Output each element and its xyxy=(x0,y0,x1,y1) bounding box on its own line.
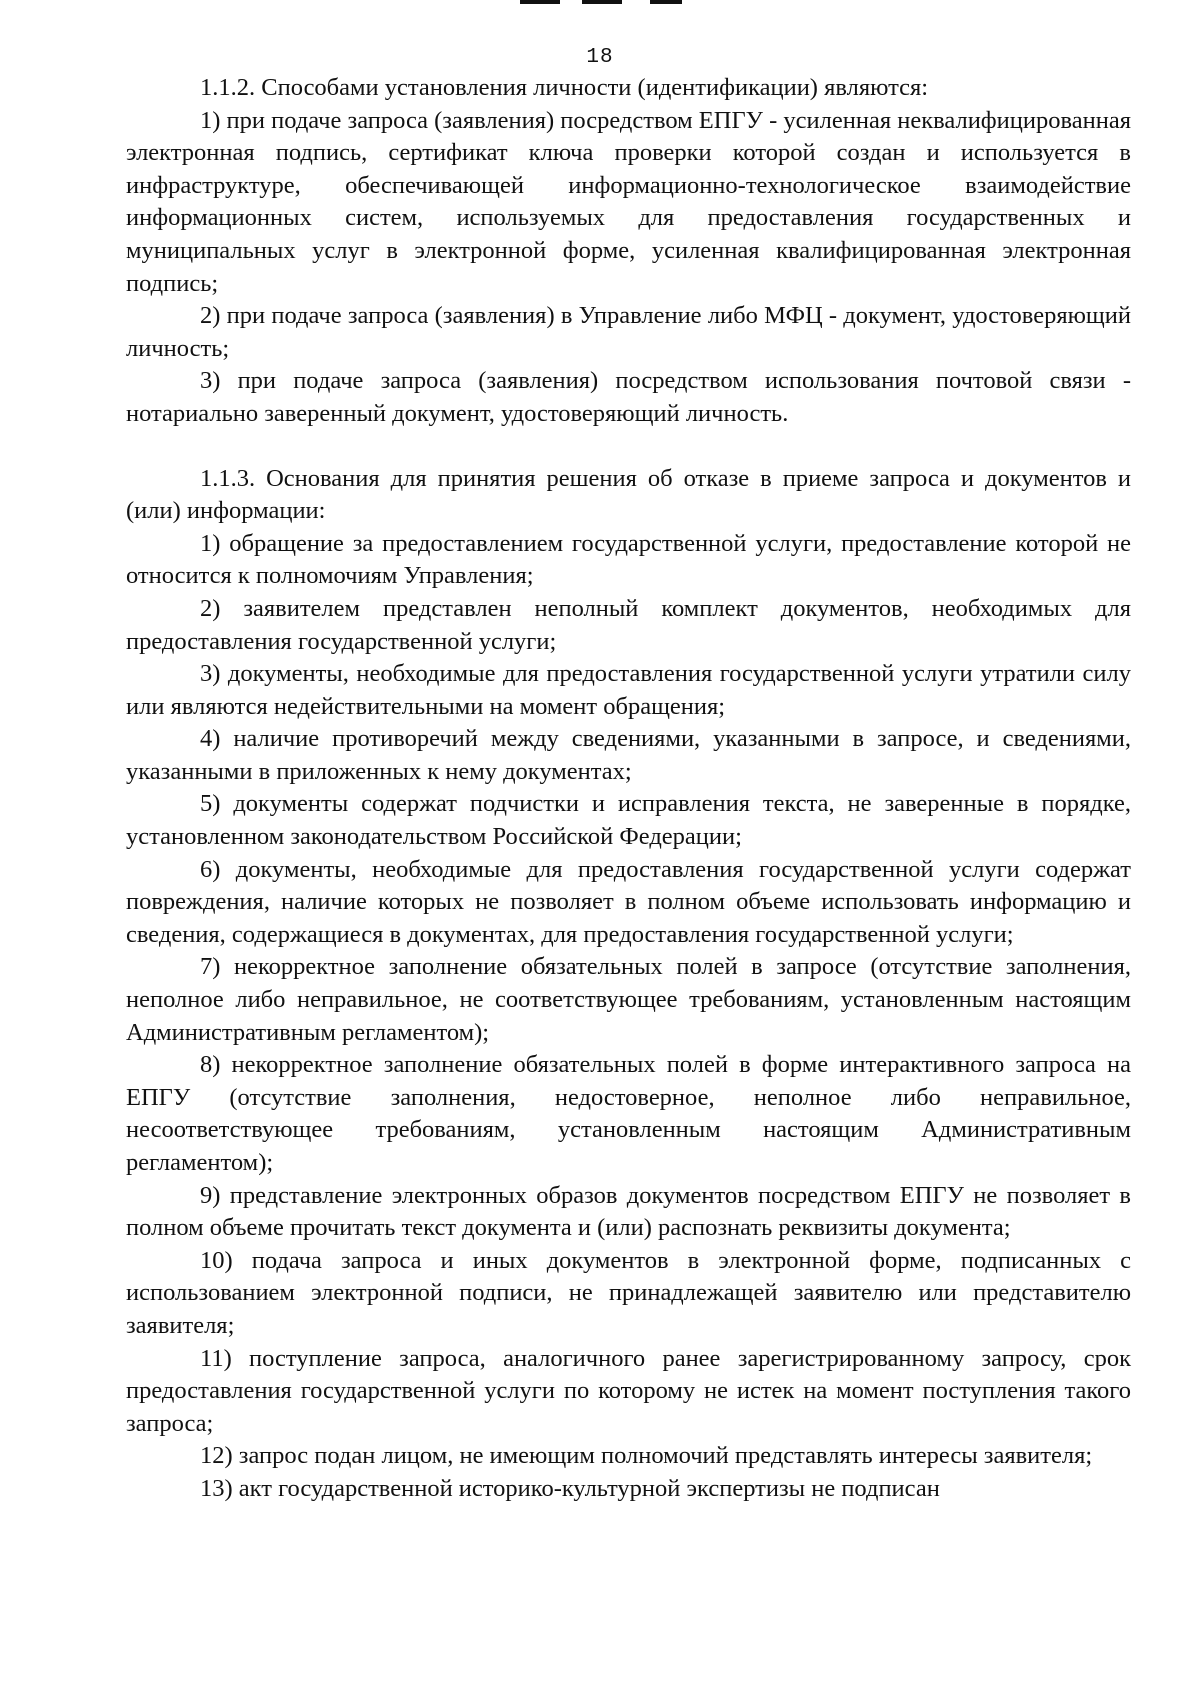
list-item: 5) документы содержат подчистки и исправления текста, не заверенные в порядке, установленном законодательством Российской Федерации; xyxy=(126,790,1131,851)
list-item: 3) документы, необходимые для предоставления государственной услуги утратили силу или являются недействительными на момент обращения; xyxy=(126,660,1131,720)
list-item: 2) при подаче запроса (заявления) в Управление либо МФЦ - документ, удостоверяющий личность; xyxy=(126,302,1131,362)
section-heading-refusal-grounds: 1.1.3. Основания для принятия решения об отказе в приеме запроса и документов и (или) информации: xyxy=(126,464,1131,525)
scan-mark xyxy=(582,0,622,4)
scan-mark xyxy=(520,0,560,4)
list-item: 4) наличие противоречий между сведениями, указанными в запросе, и сведениями, указанными в приложенных к нему документах; xyxy=(126,725,1131,785)
list-item: 13) акт государственной историко-культурной экспертизы не подписан xyxy=(200,1474,940,1502)
list-item: 11) поступление запроса, аналогичного ранее зарегистрированному запросу, срок предоставления государственной услуги по которому не истек на момент поступления такого запроса; xyxy=(126,1344,1131,1437)
list-item: 8) некорректное заполнение обязательных полей в форме интерактивного запроса на ЕПГУ (отсутствие заполнения, недостоверное, неполное либо неправильное, несоответствующее требованиям, установленным настоящим Административным регламентом); xyxy=(126,1051,1131,1176)
section-heading-identification: 1.1.2. Способами установления личности (идентификации) являются: xyxy=(200,74,929,101)
list-item: 6) документы, необходимые для предоставления государственной услуги содержат повреждения, наличие которых не позволяет в полном объеме использовать информацию и сведения, содержащиеся в документах, для предоставления государственной услуги; xyxy=(126,855,1131,948)
list-item: 12) запрос подан лицом, не имеющим полномочий представлять интересы заявителя; xyxy=(200,1442,1093,1470)
list-item: 9) представление электронных образов документов посредством ЕПГУ не позволяет в полном объеме прочитать текст документа и (или) распознать реквизиты документа; xyxy=(126,1181,1131,1242)
list-item: 10) подача запроса и иных документов в электронной форме, подписанных с использованием электронной подписи, не принадлежащей заявителю или представителю заявителя; xyxy=(126,1246,1131,1339)
list-item: 7) некорректное заполнение обязательных полей в запросе (отсутствие заполнения, неполное либо неправильное, не соответствующее требованиям, установленным настоящим Административным регламентом); xyxy=(126,953,1131,1046)
scan-mark xyxy=(650,0,682,4)
page-number: 18 xyxy=(586,46,614,69)
list-item: 1) обращение за предоставлением государственной услуги, предоставление которой не относится к полномочиям Управления; xyxy=(126,529,1131,590)
document-body xyxy=(126,72,1131,1506)
list-item: 3) при подаче запроса (заявления) посредством использования почтовой связи - нотариально заверенный документ, удостоверяющий личность. xyxy=(126,367,1131,427)
section-gap xyxy=(126,431,1131,463)
list-item: 1) при подаче запроса (заявления) посредством ЕПГУ - усиленная неквалифицированная электронная подпись, сертификат ключа проверки которой создан и используется в инфраструктуре, обеспечивающей информационно-технологическое взаимодействие информационных систем, используемых для предоставления государственных и муниципальных услуг в электронной форме, усиленная квалифицированная электронная подпись; xyxy=(126,106,1131,297)
list-item: 2) заявителем представлен неполный комплект документов, необходимых для предоставления государственной услуги; xyxy=(126,594,1131,655)
scan-edge-marks xyxy=(520,0,690,6)
